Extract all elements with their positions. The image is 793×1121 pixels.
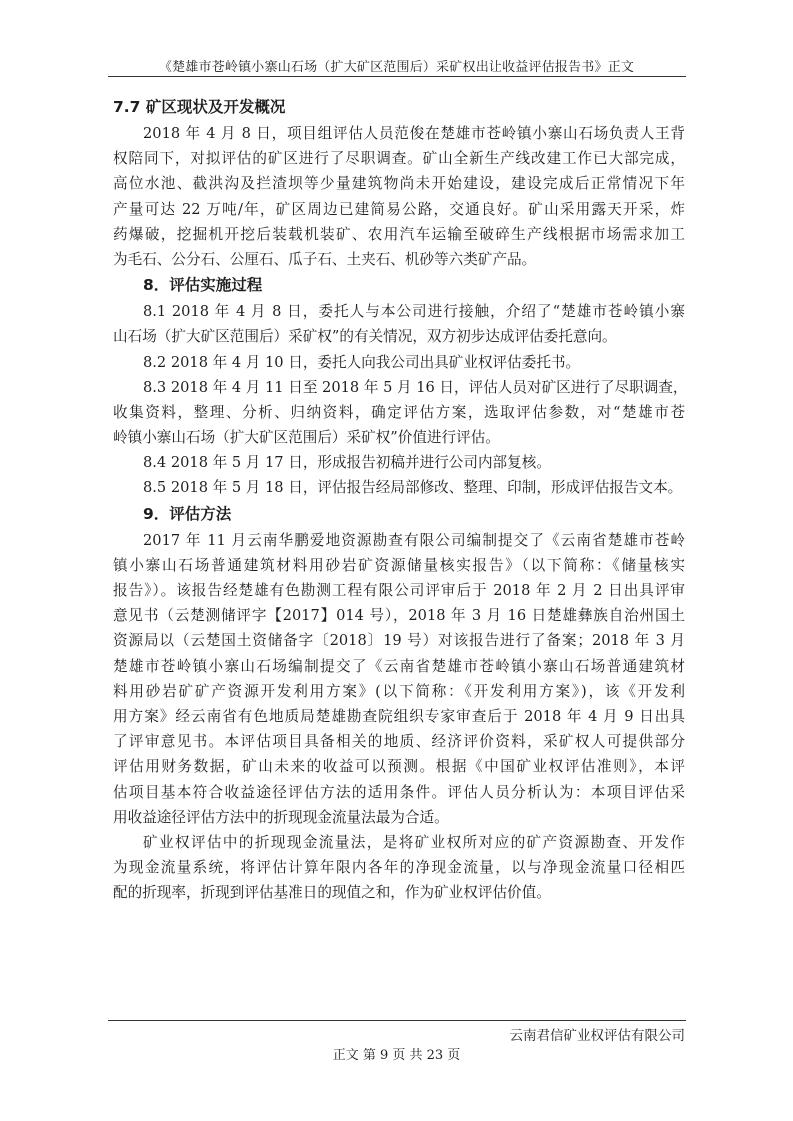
text-line: 权陪同下，对拟评估的矿区进行了尽职调查。矿山全新生产线改建工作已大部完成，: [113, 150, 685, 168]
text-line: 楚雄市苍岭镇小寨山石场编制提交了《云南省楚雄市苍岭镇小寨山石场普通建筑材: [113, 657, 685, 675]
text-line: 2017 年 11 月云南华鹏爱地资源勘查有限公司编制提交了《云南省楚雄市苍岭: [143, 531, 685, 549]
text-line: 8.4 2018 年 5 月 17 日，形成报告初稿并进行公司内部复核。: [143, 454, 551, 472]
text-line: 用方案》经云南省有色地质局楚雄勘查院组织专家审查后于 2018 年 4 月 9 日出具: [113, 707, 685, 725]
page-number: 正文 第 9 页 共 23 页: [332, 1048, 461, 1063]
section-heading-9: 9．评估方法: [143, 504, 232, 523]
text-line: 为毛石、公分石、公厘石、瓜子石、土夹石、机砂等六类矿产品。: [113, 250, 537, 268]
section-heading-7-7: 7.7 矿区现状及开发概况: [113, 98, 286, 116]
text-line: 矿业权评估中的折现现金流量法，是将矿业权所对应的矿产资源勘查、开发作: [143, 833, 685, 851]
text-line: 8.1 2018 年 4 月 8 日，委托人与本公司进行接触，介绍了“楚雄市苍岭镇小寨: [143, 303, 685, 321]
text-line: 了评审意见书。本评估项目具备相关的地质、经济评价资料，采矿权人可提供部分: [113, 733, 685, 751]
text-line: 岭镇小寨山石场（扩大矿区范围后）采矿权”价值进行评估。: [113, 429, 500, 447]
paragraph: [113, 475, 685, 500]
text-line: 评估用财务数据，矿山未来的收益可以预测。根据《中国矿业权评估准则》，本评: [113, 758, 685, 776]
text-line: 意见书（云楚测储评字【2017】014 号），2018 年 3 月 16 日楚雄彝族自治州国土: [113, 607, 685, 625]
paragraph: [113, 450, 685, 475]
text-line: 镇小寨山石场普通建筑材料用砂岩矿资源储量核实报告》（以下简称：《储量核实: [113, 556, 685, 574]
text-line: 8.5 2018 年 5 月 18 日，评估报告经局部修改、整理、印制，形成评估报告文本。: [143, 479, 683, 497]
text-line: 山石场（扩大矿区范围后）采矿权”的有关情况，双方初步达成评估委托意向。: [113, 328, 617, 346]
paragraph: [113, 350, 685, 375]
text-line: 配的折现率，折现到评估基准日的现值之和，作为矿业权评估价值。: [113, 884, 551, 902]
text-line: 估项目基本符合收益途径评估方法的适用条件。评估人员分析认为：本项目评估采: [113, 783, 685, 801]
text-line: 产量可达 22 万吨/年，矿区周边已建简易公路，交通良好。矿山采用露天开采，炸: [113, 200, 685, 218]
text-line: 药爆破，挖掘机开挖后装载机装矿、农用汽车运输至破碎生产线根据市场需求加工: [113, 225, 685, 243]
header-divider: [108, 76, 686, 77]
paragraph: [113, 528, 685, 830]
paragraph: [113, 830, 685, 906]
text-line: 资源局以（云楚国土资储备字〔2018〕19 号）对该报告进行了备案；2018 年 3 月: [113, 632, 685, 650]
paragraph: [113, 375, 688, 451]
text-line: 料用砂岩矿矿产资源开发利用方案》(以下简称：《开发利用方案》)，该《开发利: [113, 682, 685, 700]
text-line: 8.3 2018 年 4 月 11 日至 2018 年 5 月 16 日，评估人员对矿区进行了尽职调查，: [143, 378, 688, 396]
text-line: 8.2 2018 年 4 月 10 日，委托人向我公司出具矿业权评估委托书。: [143, 353, 581, 371]
section-heading-8: 8．评估实施过程: [143, 276, 263, 295]
footer-divider: [108, 1020, 686, 1021]
text-line: 用收益途径评估方法中的折现现金流量法最为合适。: [113, 808, 449, 826]
text-line: 高位水池、截洪沟及拦渣坝等少量建筑物尚未开始建设，建设完成后正常情况下年: [113, 175, 685, 193]
text-line: 报告》）。该报告经楚雄有色勘测工程有限公司评审后于 2018 年 2 月 2 日出具评审: [113, 582, 685, 599]
text-line: 2018 年 4 月 8 日，项目组评估人员范俊在楚雄市苍岭镇小寨山石场负责人王背: [143, 125, 685, 142]
paragraph: [113, 299, 685, 349]
document-body: [113, 92, 688, 905]
company-name: 云南君信矿业权评估有限公司: [509, 1028, 685, 1044]
running-header: 《楚雄市苍岭镇小寨山石场（扩大矿区范围后）采矿权出让收益评估报告书》正文: [158, 60, 635, 75]
paragraph: [113, 121, 685, 272]
text-line: 为现金流量系统，将评估计算年限内各年的净现金流量，以与净现金流量口径相匹: [113, 859, 685, 877]
text-line: 收集资料，整理、分析、归纳资料，确定评估方案，选取评估参数，对“楚雄市苍: [113, 403, 685, 421]
